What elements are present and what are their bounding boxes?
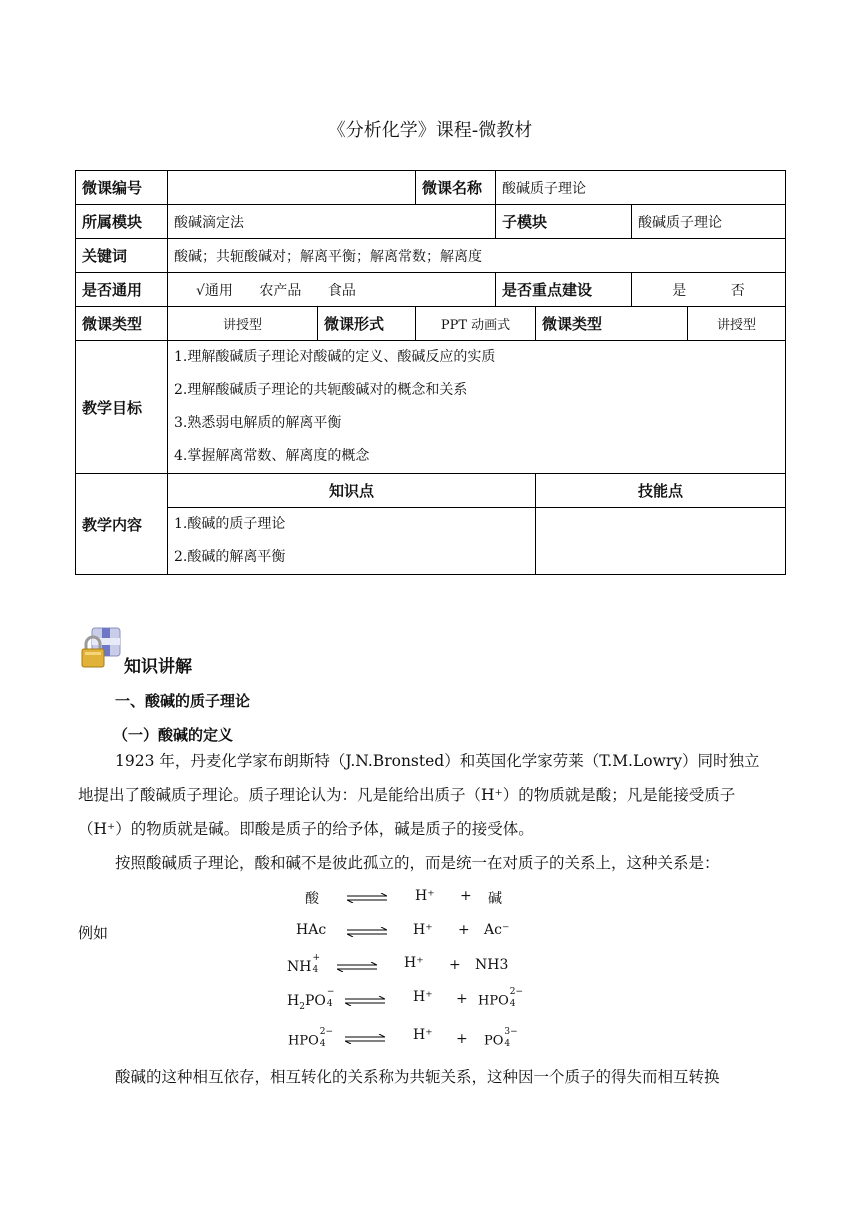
value-keywords: 酸碱；共轭酸碱对；解离平衡；解离常数；解离度 [168,239,786,273]
equilibrium-arrow-icon [345,996,385,1006]
eq-base-main: NH [475,957,500,973]
label-key-build: 是否重点建设 [496,273,632,307]
eq-acid: HAc [296,922,327,938]
header-skill: 技能点 [536,474,786,508]
eq-acid-sup: 2− [319,1027,334,1037]
value-course-id [168,171,416,205]
value-type-2: 讲授型 [688,307,786,341]
option-general: √通用 [196,282,233,299]
paragraph-line: 地提出了酸碱质子理论。质子理论认为：凡是能给出质子（H⁺）的物质就是酸；凡是能接受质子 [78,786,736,804]
lock-icon [78,626,124,670]
value-form: PPT 动画式 [416,307,536,341]
eq-plus: + [456,1031,468,1047]
eq-acid-sub: 4 [319,1039,326,1049]
eq-acid-pre-sub: 2 [299,1001,305,1012]
eq-plus: + [460,888,472,904]
label-keywords: 关键词 [76,239,168,273]
value-type: 讲授型 [168,307,318,341]
table-row [76,508,786,575]
eq-acid-main: PO [304,993,326,1009]
eq-acid-pre: H [287,993,300,1009]
paragraph-line: 按照酸碱质子理论，酸和碱不是彼此孤立的，而是统一在对质子的关系上，这种关系是： [115,854,720,872]
course-info-table [75,170,786,575]
eq-acid-sup: − [326,987,335,997]
eq-proton: H⁺ [404,955,424,971]
label-content: 教学内容 [76,474,168,575]
paragraph-line: 酸碱的这种相互依存，相互转化的关系称为共轭关系，这种因一个质子的得失而相互转换 [115,1068,720,1086]
value-submodule: 酸碱质子理论 [632,205,786,239]
label-type: 微课类型 [76,307,168,341]
goal-item: 2.理解酸碱质子理论的共轭酸碱对的概念和关系 [174,382,468,398]
eq-base-main: HPO [478,993,509,1009]
eq-proton: H⁺ [413,989,433,1005]
eq-base: 碱 [488,891,502,907]
page-title: 《分析化学》课程-微教材 [327,120,533,141]
goal-item: 4.掌握解离常数、解离度的概念 [174,448,370,464]
heading-1: 一、酸碱的质子理论 [115,692,251,710]
option-food: 食品 [327,282,356,299]
option-yes: 是 [672,282,687,299]
eq-base-sup: 2− [509,987,524,997]
eq-plus: + [458,922,470,938]
table-row [76,341,786,474]
table-row [76,205,786,239]
goal-item: 1.理解酸碱质子理论对酸碱的定义、酸碱反应的实质 [174,349,496,365]
table-row [76,273,786,307]
eq-proton: H⁺ [413,1027,433,1043]
paragraph-line: 1923 年，丹麦化学家布朗斯特（J.N.Bronsted）和英国化学家劳莱（T.M.Lowry）同时独立 [115,752,760,770]
label-submodule: 子模块 [496,205,632,239]
eq-acid [287,987,335,1012]
eq-plus: + [456,991,468,1007]
equilibrium-arrow-icon [345,1034,385,1044]
eq-acid-main: NH [287,959,312,975]
eq-acid [288,1027,334,1051]
eq-base [475,957,508,973]
value-key-build [632,273,786,307]
option-no: 否 [730,282,745,299]
table-row [76,171,786,205]
label-general: 是否通用 [76,273,168,307]
label-goals: 教学目标 [76,341,168,474]
value-goals [168,341,786,474]
eq-acid: 酸 [305,891,319,907]
eq-base-sub: 4 [504,1039,511,1049]
eq-base-sup: 3− [504,1027,518,1037]
label-course-name: 微课名称 [416,171,496,205]
goal-item: 3.熟悉弱电解质的解离平衡 [174,415,342,431]
eq-base-sub: 3 [499,957,509,973]
value-knowledge [168,508,536,575]
value-module: 酸碱滴定法 [168,205,496,239]
example-label: 例如 [78,924,109,942]
paragraph-line: （H⁺）的物质就是碱。即酸是质子的给予体，碱是质子的接受体。 [78,820,534,838]
eq-proton: H⁺ [413,922,433,938]
knowledge-item: 2.酸碱的解离平衡 [174,549,286,565]
equilibrium-arrow-icon [347,893,387,903]
value-skill [536,508,786,575]
eq-proton: H⁺ [415,888,435,904]
eq-base: Ac⁻ [484,922,510,938]
option-agri: 农产品 [259,282,302,299]
section-title: 知识讲解 [124,657,192,677]
table-row [76,474,786,508]
table-row [76,239,786,273]
equilibrium-arrow-icon [337,962,377,972]
eq-acid-sub: 4 [326,999,333,1009]
eq-acid-sub: 4 [312,965,319,975]
knowledge-item: 1.酸碱的质子理论 [174,516,286,532]
eq-plus: + [449,957,461,973]
label-course-id: 微课编号 [76,171,168,205]
eq-base [484,1027,518,1051]
eq-acid [287,953,321,977]
label-form: 微课形式 [318,307,416,341]
value-course-name: 酸碱质子理论 [496,171,786,205]
label-type-2: 微课类型 [536,307,688,341]
eq-acid-sup: + [312,953,321,963]
eq-base [478,987,524,1011]
label-module: 所属模块 [76,205,168,239]
equilibrium-arrow-icon [347,927,387,937]
table-row [76,307,786,341]
header-knowledge: 知识点 [168,474,536,508]
eq-base-main: PO [484,1033,504,1049]
value-general [168,273,496,307]
heading-2: （一）酸碱的定义 [113,726,234,744]
eq-acid-main: HPO [288,1033,319,1049]
eq-base-sub: 4 [509,999,516,1009]
